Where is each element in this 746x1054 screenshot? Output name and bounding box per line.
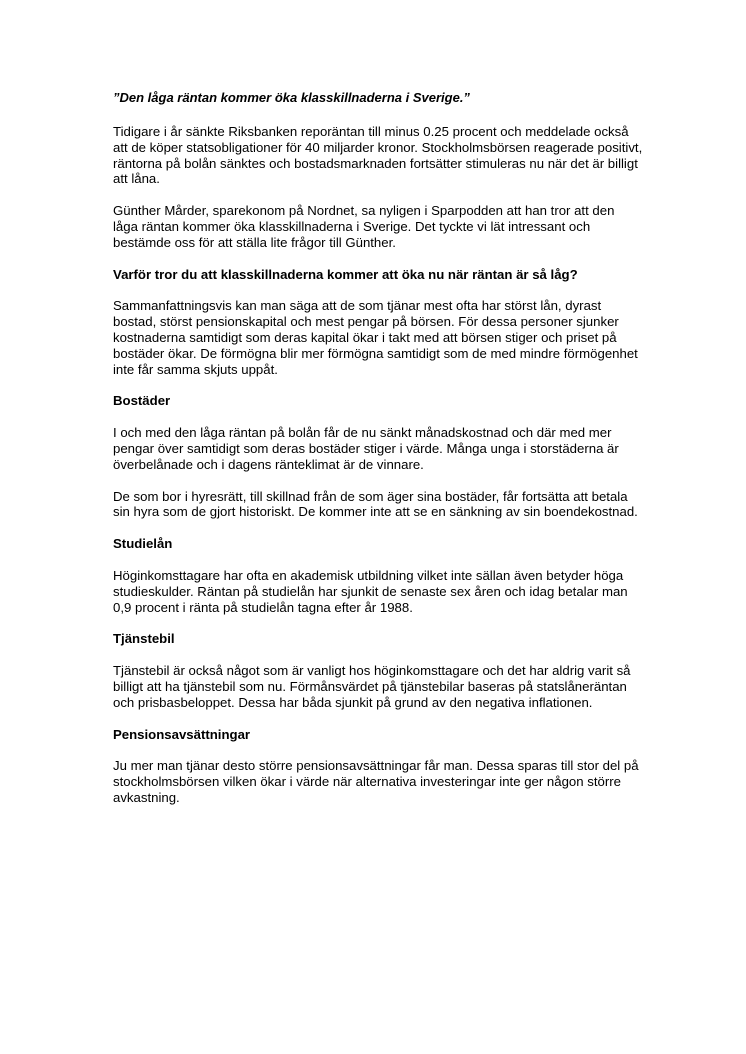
document-page <box>113 90 643 822</box>
article-title: ”Den låga räntan kommer öka klasskillnaderna i Sverige.” <box>113 90 470 105</box>
intro-paragraph-2: Günther Mårder, sparekonom på Nordnet, sa nyligen i Sparpodden att han tror att den låga räntan kommer öka klasskillnaderna i Sverige. Det tyckte vi lät intressant och bestämde oss för att ställa lite frågor till Günther. <box>113 203 615 250</box>
bostader-paragraph-1: I och med den låga räntan på bolån får de nu sänkt månadskostnad och där med mer pengar över samtidigt som deras bostäder stiger i värde. Många unga i storstäderna är överbelånade och i dagens ränteklimat är de vinnare. <box>113 425 619 472</box>
question-heading: Varför tror du att klasskillnaderna kommer att öka nu när räntan är så låg? <box>113 266 578 282</box>
section-heading-tjanstebil: Tjänstebil <box>113 631 175 647</box>
section-heading-pensionsavsattningar: Pensionsavsättningar <box>113 726 251 742</box>
intro-paragraph-1: Tidigare i år sänkte Riksbanken reporäntan till minus 0.25 procent och meddelade också att de köper statsobligationer för 40 miljarder kronor. Stockholmsbörsen reagerade positivt, räntorna på bolån sänktes och bostadsmarknaden fortsätter stimuleras nu när det är billigt att låna. <box>113 124 643 187</box>
pensionsavsattningar-paragraph: Ju mer man tjänar desto större pensionsavsättningar får man. Dessa sparas till stor del på stockholmsbörsen vilken ökar i värde när alternativa investeringar inte ger någon större avkastning. <box>113 758 639 805</box>
answer-paragraph: Sammanfattningsvis kan man säga att de som tjänar mest ofta har störst lån, dyrast bostad, störst pensionskapital och mest pengar på börsen. För dessa personer sjunker kostnaderna samtidigt som deras kapital ökar i takt med att börsen stiger och priset på bostäder ökar. De förmögna blir mer förmögna samtidigt som de med mindre förmögenhet inte får samma skjuts uppåt. <box>113 298 638 377</box>
bostader-paragraph-2: De som bor i hyresrätt, till skillnad från de som äger sina bostäder, får fortsätta att betala sin hyra som de gjort historiskt. De kommer inte att se en sänkning av sin boendekostnad. <box>113 488 638 520</box>
studielan-paragraph: Höginkomsttagare har ofta en akademisk utbildning vilket inte sällan även betyder höga studieskulder. Räntan på studielån har sjunkit de senaste sex åren och idag betalar man 0,9 procent i ränta på studielån tagna efter år 1988. <box>113 567 628 615</box>
section-heading-bostader: Bostäder <box>113 393 171 409</box>
section-heading-studielan: Studielån <box>113 536 173 552</box>
tjanstebil-paragraph: Tjänstebil är också något som är vanligt hos höginkomsttagare och det har aldrig varit så billigt att ha tjänstebil som nu. Förmånsvärdet på tjänstebilar baseras på statslåneräntan och prisbasbeloppet. Dessa har båda sjunkit på grund av den negativa inflationen. <box>113 663 631 710</box>
